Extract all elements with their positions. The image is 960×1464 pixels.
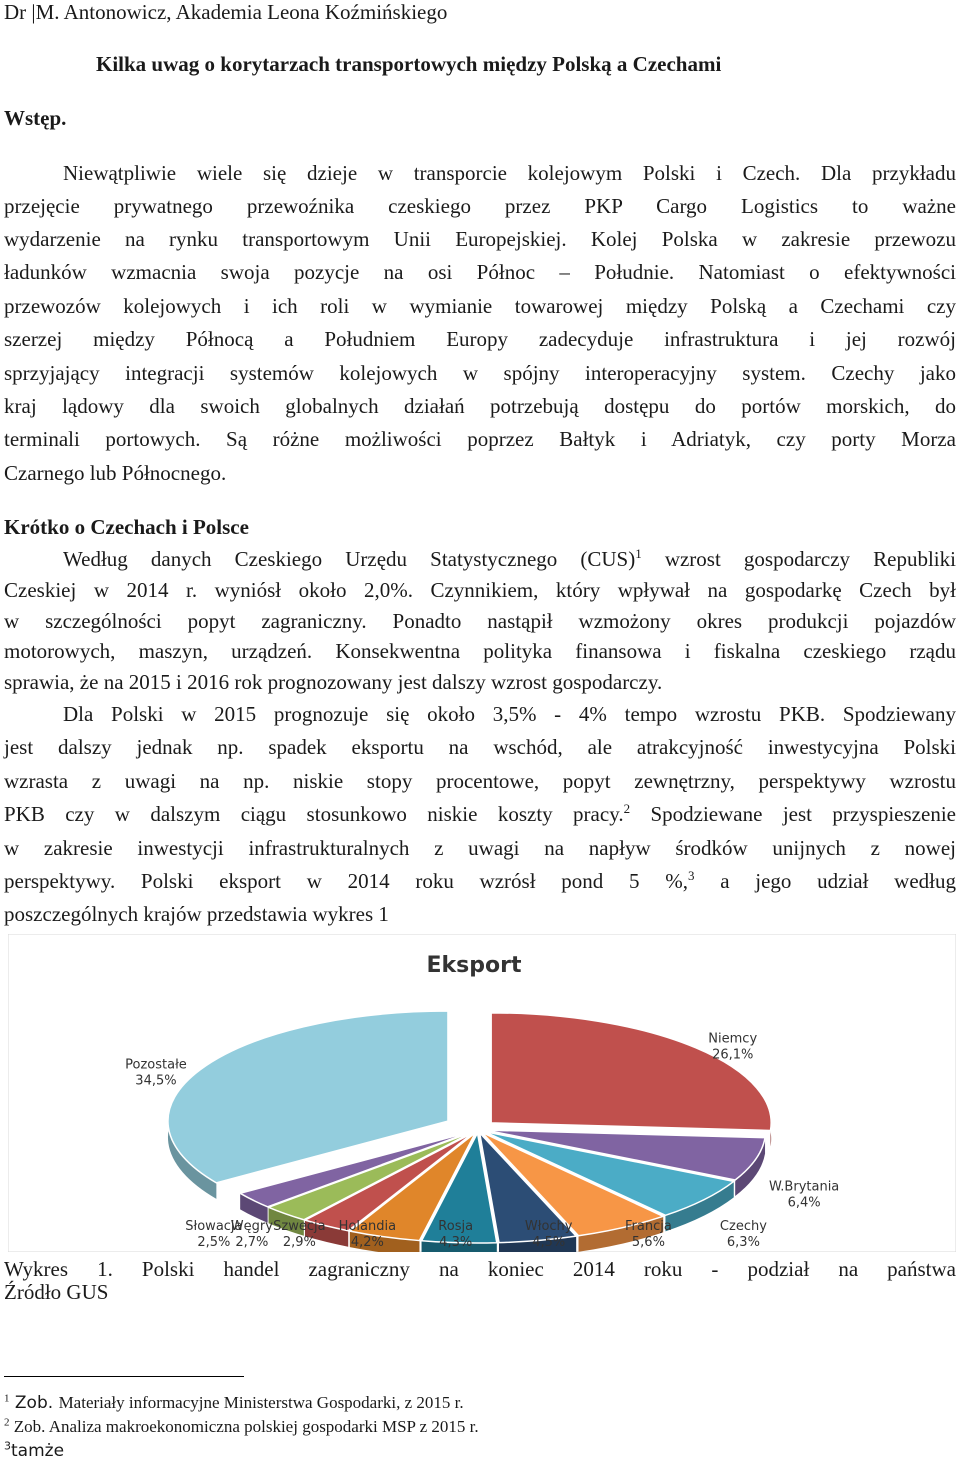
slice-label-pozostale: Pozostałe	[125, 1057, 187, 1073]
slice-value-pozostale: 34,5%	[135, 1073, 177, 1089]
document-title: Kilka uwag o korytarzach transportowych między Polską a Czechami	[96, 52, 722, 76]
footnote-text-start: Zob.	[9, 1393, 59, 1413]
intro-heading: Wstęp.	[4, 106, 67, 130]
slice-label-w-brytania: W.Brytania	[768, 1179, 840, 1195]
paragraph-line: w szczególności popyt zagraniczny. Ponadto nastąpił wzmożony okres produkcji pojazdów	[4, 609, 956, 633]
paragraph-line: Czeskiej w 2014 r. wyniósł około 2,0%. Czynnikiem, który wpływał na gospodarkę Czech był	[4, 578, 956, 602]
footnote-separator	[4, 1376, 244, 1377]
figure-source: Źródło GUS	[4, 1280, 109, 1304]
intro-line: kraj lądowy dla swoich globalnych działań potrzebują dostępu do portów morskich, do	[4, 394, 956, 418]
intro-line: sprzyjający integracji systemów kolejowych w spójny interoperacyjny system. Czechy jako	[4, 361, 956, 385]
line-text: perspektywy. Polski eksport w 2014 roku wzrósł pond 5 %,	[4, 869, 688, 893]
line-text: a jego udział według	[694, 869, 956, 893]
intro-line: Czarnego lub Północnego.	[4, 461, 227, 485]
paragraph-line: Dla Polski w 2015 prognozuje się około 3,5% - 4% tempo wzrostu PKB. Spodziewany	[63, 702, 956, 726]
slice-label-francja: Francja	[625, 1219, 672, 1234]
slice-label-holandia: Holandia	[338, 1219, 397, 1234]
intro-line: Niewątpliwie wiele się dzieje w transporcie kolejowym Polski i Czech. Dla przykładu	[63, 161, 956, 185]
section-heading: Krótko o Czechach i Polsce	[4, 515, 249, 539]
intro-line: szerzej między Północą a Południem Europy zadecyduje infrastruktura i jej rozwój	[4, 327, 956, 351]
paragraph-line: poszczególnych krajów przedstawia wykres 1	[4, 902, 389, 926]
footnote-ref: 3	[687, 868, 695, 883]
paragraph-line: sprawia, że na 2015 i 2016 rok prognozowany jest dalszy wzrost gospodarczy.	[4, 670, 663, 694]
slice-label-wegry: Węgry	[230, 1219, 273, 1234]
author-line: Dr |M. Antonowicz, Akademia Leona Koźmińskiego	[4, 0, 448, 24]
footnote-text: tamże	[11, 1441, 65, 1461]
slice-value-francja: 5,6%	[631, 1235, 665, 1250]
paragraph-line: w zakresie inwestycji infrastrukturalnych z uwagi na napływ środków unijnych z nowej	[4, 836, 956, 860]
line-text: Według danych Czeskiego Urzędu Statystycznego (CUS)	[63, 547, 636, 571]
slice-label-czechy: Czechy	[719, 1219, 767, 1234]
slice-value-holandia: 4,2%	[350, 1235, 384, 1250]
footnote-number: 2	[4, 1416, 10, 1429]
slice-value-wlochy: 4,5%	[532, 1235, 566, 1250]
footnote-text: Zob. Analiza makroekonomiczna polskiej gospodarki MSP z 2015 r.	[9, 1417, 479, 1436]
paragraph-line	[63, 543, 956, 576]
chart-title: Eksport	[426, 953, 522, 978]
slice-value-szwecja: 2,9%	[282, 1235, 316, 1250]
figure-caption: Wykres 1. Polski handel zagraniczny na koniec 2014 roku - podział na państwa	[4, 1257, 956, 1281]
intro-line: ładunków wzmacnia swoja pozycje na osi Północ – Południe. Natomiast o efektywności	[4, 260, 956, 284]
paragraph-line: wzrasta z uwagi na np. niskie stopy procentowe, popyt zewnętrzny, perspektywy wzrostu	[4, 769, 956, 793]
footnote-1	[4, 1392, 464, 1414]
paragraph-line	[4, 798, 956, 831]
intro-line: wydarzenie na rynku transportowym Unii Europejskiej. Kolej Polska w zakresie przewozu	[4, 227, 956, 251]
footnote-ref: 2	[623, 801, 631, 816]
paragraph-line: motorowych, maszyn, urządzeń. Konsekwentna polityka finansowa i fiskalna czeskiego rządu	[4, 639, 956, 663]
line-text: wzrost gospodarczy Republiki	[641, 547, 956, 571]
slice-label-szwecja: Szwecja	[273, 1219, 326, 1234]
paragraph-line: jest dalszy jednak np. spadek eksportu na wschód, ale atrakcyjność inwestycyjna Polski	[4, 735, 956, 759]
line-text: Spodziewane jest przyspieszenie	[630, 802, 956, 826]
slice-label-rosja: Rosja	[438, 1219, 474, 1234]
line-text: PKB czy w dalszym ciągu stosunkowo niskie koszty pracy.	[4, 802, 624, 826]
slice-value-slowacja: 2,5%	[197, 1235, 231, 1250]
footnote-2	[4, 1416, 479, 1438]
footnote-number: 3	[4, 1439, 11, 1453]
paragraph-line	[4, 865, 956, 898]
slice-value-czechy: 6,3%	[726, 1235, 760, 1250]
intro-line: przejęcie prywatnego przewoźnika czeskiego przez PKP Cargo Logistics to ważne	[4, 194, 956, 218]
footnote-3	[4, 1440, 64, 1462]
intro-line: przewozów kolejowych i ich roli w wymianie towarowej między Polską a Czechami czy	[4, 294, 956, 318]
footnote-ref: 1	[635, 546, 642, 561]
footnote-number: 1	[4, 1392, 10, 1405]
slice-value-wegry: 2,7%	[235, 1235, 269, 1250]
slice-label-slowacja: Słowacja	[185, 1219, 243, 1234]
slice-value-w-brytania: 6,4%	[787, 1195, 821, 1211]
slice-label-wlochy: Włochy	[524, 1219, 573, 1234]
slice-value-niemcy: 26,1%	[712, 1047, 754, 1063]
export-pie-chart	[8, 934, 956, 1252]
slice-value-rosja: 4,3%	[439, 1235, 473, 1250]
footnote-text: Materiały informacyjne Ministerstwa Gospodarki, z 2015 r.	[58, 1393, 464, 1412]
intro-line: terminali portowych. Są różne możliwości poprzez Bałtyk i Adriatyk, czy porty Morza	[4, 427, 956, 451]
slice-label-niemcy: Niemcy	[708, 1031, 758, 1047]
